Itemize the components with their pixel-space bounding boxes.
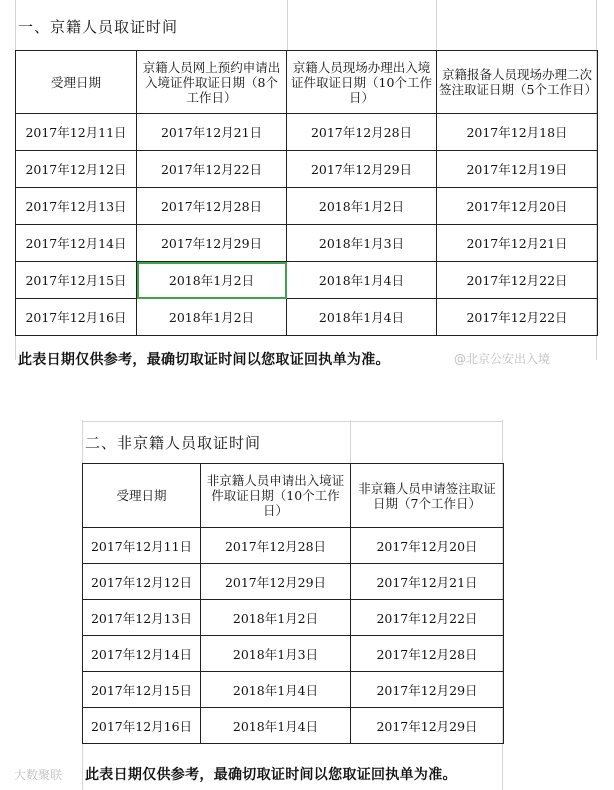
weibo-watermark: @北京公安出入境	[454, 352, 551, 366]
header-cell: 受理日期	[16, 51, 137, 114]
table-cell: 2017年12月28日	[137, 188, 287, 225]
table-row	[16, 114, 598, 151]
table-cell: 2017年12月19日	[437, 151, 598, 188]
table-cell: 2017年12月15日	[83, 672, 201, 708]
table-cell: 2017年12月18日	[437, 114, 598, 151]
table-row	[83, 672, 504, 708]
table-cell: 2017年12月14日	[83, 636, 201, 672]
table-cell: 2017年12月14日	[16, 225, 137, 262]
table-cell: 2017年12月21日	[351, 564, 504, 600]
table-row	[83, 600, 504, 636]
table-row	[16, 225, 598, 262]
header-cell: 非京籍人员申请签注取证日期（7个工作日）	[351, 464, 504, 528]
table-cell: 2017年12月28日	[287, 114, 437, 151]
table-cell: 2017年12月22日	[437, 299, 598, 336]
table-cell: 2017年12月13日	[83, 600, 201, 636]
section2-title: 二、非京籍人员取证时间	[85, 434, 262, 452]
table-cell: 2017年12月21日	[137, 114, 287, 151]
table-cell: 2017年12月20日	[351, 528, 504, 564]
header-cell: 京籍人员现场办理出入境证件取证日期（10个工作日）	[287, 51, 437, 114]
section2-table	[82, 463, 504, 744]
table-header-row	[83, 464, 504, 528]
table-cell: 2018年1月4日	[287, 262, 437, 299]
table-cell: 2017年12月11日	[16, 114, 137, 151]
section1-note: 此表日期仅供参考，最确切取证时间以您取证回执单为准。	[18, 352, 390, 368]
section2-note: 此表日期仅供参考，最确切取证时间以您取证回执单为准。	[85, 767, 457, 783]
table-cell: 2017年12月13日	[16, 188, 137, 225]
table-cell: 2018年1月2日	[137, 299, 287, 336]
header-cell: 受理日期	[83, 464, 201, 528]
header-cell: 京籍报备人员现场办理二次签注取证日期（5个工作日）	[437, 51, 598, 114]
table-cell: 2018年1月2日	[287, 188, 437, 225]
table-cell: 2018年1月3日	[287, 225, 437, 262]
bottom-watermark: 大数聚联	[14, 768, 63, 782]
table-cell: 2017年12月16日	[83, 708, 201, 744]
table-cell: 2017年12月29日	[137, 225, 287, 262]
section1-table	[15, 50, 598, 336]
table-cell: 2018年1月4日	[201, 672, 351, 708]
table-cell: 2017年12月22日	[351, 600, 504, 636]
table-row	[83, 708, 504, 744]
table-cell: 2017年12月28日	[351, 636, 504, 672]
table-row	[16, 151, 598, 188]
table-cell: 2017年12月16日	[16, 299, 137, 336]
table-cell: 2017年12月28日	[201, 528, 351, 564]
header-cell: 京籍人员网上预约申请出入境证件取证日期（8个工作日）	[137, 51, 287, 114]
table-row	[16, 262, 598, 299]
table-cell: 2017年12月29日	[201, 564, 351, 600]
table-cell: 2018年1月2日	[201, 600, 351, 636]
table-cell: 2018年1月3日	[201, 636, 351, 672]
table-cell: 2017年12月22日	[137, 151, 287, 188]
table-cell: 2017年12月11日	[83, 528, 201, 564]
table-cell: 2017年12月12日	[16, 151, 137, 188]
table-cell: 2017年12月22日	[437, 262, 598, 299]
table-cell: 2017年12月21日	[437, 225, 598, 262]
table-row	[16, 299, 598, 336]
table-cell: 2017年12月12日	[83, 564, 201, 600]
selected-cell[interactable]: 2018年1月2日	[137, 262, 287, 299]
table-row	[83, 528, 504, 564]
table-cell: 2017年12月20日	[437, 188, 598, 225]
table-cell: 2018年1月4日	[287, 299, 437, 336]
table-cell: 2017年12月29日	[351, 708, 504, 744]
table-cell: 2018年1月4日	[201, 708, 351, 744]
table-cell: 2017年12月29日	[351, 672, 504, 708]
table-row	[83, 564, 504, 600]
table-header-row	[16, 51, 598, 114]
table-cell: 2017年12月15日	[16, 262, 137, 299]
section1-title: 一、京籍人员取证时间	[18, 18, 179, 36]
table-cell: 2017年12月29日	[287, 151, 437, 188]
header-cell: 非京籍人员申请出入境证件取证日期（10个工作日）	[201, 464, 351, 528]
table-row	[83, 636, 504, 672]
table-row	[16, 188, 598, 225]
